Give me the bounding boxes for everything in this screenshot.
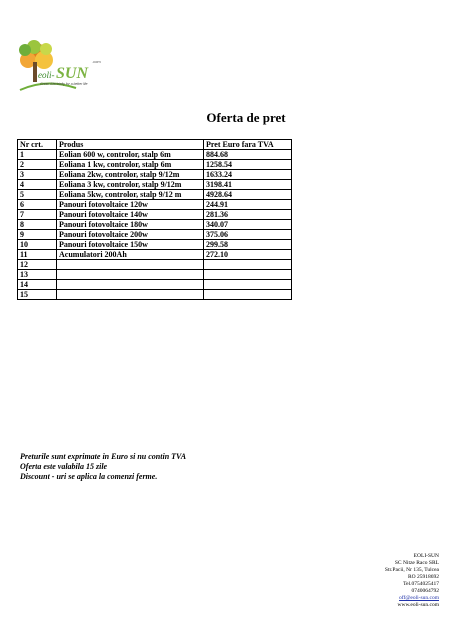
company-contact (385, 553, 439, 609)
row-product: Eolian 600 w, controlor, stalp 6m (57, 150, 204, 160)
row-nr: 14 (18, 280, 57, 290)
document-title: Oferta de pret (206, 110, 286, 125)
row-price: 884.68 (204, 150, 292, 160)
row-nr: 12 (18, 260, 57, 270)
row-product: Panouri fotovoltaice 180w (57, 220, 204, 230)
row-nr: 1 (18, 150, 57, 160)
row-price: 299.58 (204, 240, 292, 250)
table-row (18, 290, 292, 300)
price-table (17, 139, 292, 300)
row-price (204, 290, 292, 300)
table-row (18, 190, 292, 200)
row-product (57, 270, 204, 280)
offer-notes (20, 452, 186, 482)
row-nr: 8 (18, 220, 57, 230)
row-nr: 10 (18, 240, 57, 250)
row-product: Panouri fotovoltaice 140w (57, 210, 204, 220)
table-row (18, 230, 292, 240)
company-name: EOLI-SUN (413, 553, 439, 559)
table-row (18, 200, 292, 210)
row-nr: 11 (18, 250, 57, 260)
row-price: 1258.54 (204, 160, 292, 170)
row-product: Acumulatori 200Ah (57, 250, 204, 260)
row-price: 375.06 (204, 230, 292, 240)
company-website[interactable]: www.eoli-sun.com (397, 602, 439, 608)
table-row (18, 260, 292, 270)
company-address: Str.Pacii, Nr 135, Tulcea (384, 567, 439, 573)
logo-tld: .com (92, 59, 101, 64)
table-row (18, 210, 292, 220)
table-row (18, 180, 292, 190)
row-price: 1633.24 (204, 170, 292, 180)
row-product: Eoliana 3 kw, controlor, stalp 9/12m (57, 180, 204, 190)
row-price: 340.07 (204, 220, 292, 230)
row-price: 4928.64 (204, 190, 292, 200)
row-nr: 5 (18, 190, 57, 200)
table-row (18, 270, 292, 280)
row-price (204, 270, 292, 280)
row-price: 272.10 (204, 250, 292, 260)
row-product (57, 290, 204, 300)
company-legal-name: SC Nitze Raco SRL (394, 560, 439, 566)
company-mobile: 0740064792 (411, 588, 439, 594)
row-product (57, 260, 204, 270)
company-logo (16, 38, 126, 98)
table-row (18, 220, 292, 230)
header-price: Pret Euro fara TVA (204, 140, 292, 150)
row-product: Eoliana 5kw, controlor, stalp 9/12 m (57, 190, 204, 200)
row-nr: 7 (18, 210, 57, 220)
row-product: Panouri fotovoltaice 150w (57, 240, 204, 250)
row-nr: 4 (18, 180, 57, 190)
note-validity: Oferta este valabila 15 zile (20, 462, 108, 471)
header-nr: Nr crt. (18, 140, 57, 150)
table-header-row (18, 140, 292, 150)
row-product (57, 280, 204, 290)
row-price: 281.36 (204, 210, 292, 220)
row-price (204, 280, 292, 290)
row-product: Panouri fotovoltaice 200w (57, 230, 204, 240)
row-nr: 9 (18, 230, 57, 240)
company-email-link[interactable]: off@eoli-sun.com (399, 595, 439, 601)
table-row (18, 160, 292, 170)
row-price: 3198.41 (204, 180, 292, 190)
row-nr: 2 (18, 160, 57, 170)
table-row (18, 240, 292, 250)
table-row (18, 250, 292, 260)
company-vat: RO 25918692 (407, 574, 439, 580)
row-nr: 6 (18, 200, 57, 210)
table-row (18, 280, 292, 290)
row-product: Eoliana 2kw, controlor, stalp 9/12m (57, 170, 204, 180)
table-row (18, 150, 292, 160)
note-currency: Preturile sunt exprimate in Euro si nu contin TVA (20, 452, 187, 461)
logo-brand-prefix: eoli- (38, 70, 55, 80)
header-product: Produs (57, 140, 204, 150)
logo-tagline: Green Electricity for a better life (40, 82, 88, 86)
company-tel: Tel.0754025417 (403, 581, 439, 587)
table-row (18, 170, 292, 180)
row-price: 244.91 (204, 200, 292, 210)
row-nr: 3 (18, 170, 57, 180)
row-price (204, 260, 292, 270)
row-nr: 15 (18, 290, 57, 300)
row-nr: 13 (18, 270, 57, 280)
logo-brand-sun: SUN (56, 65, 89, 82)
row-product: Panouri fotovoltaice 120w (57, 200, 204, 210)
row-product: Eoliana 1 kw, controlor, stalp 6m (57, 160, 204, 170)
note-discount: Discount - uri se aplica la comenzi ferme. (20, 472, 158, 481)
